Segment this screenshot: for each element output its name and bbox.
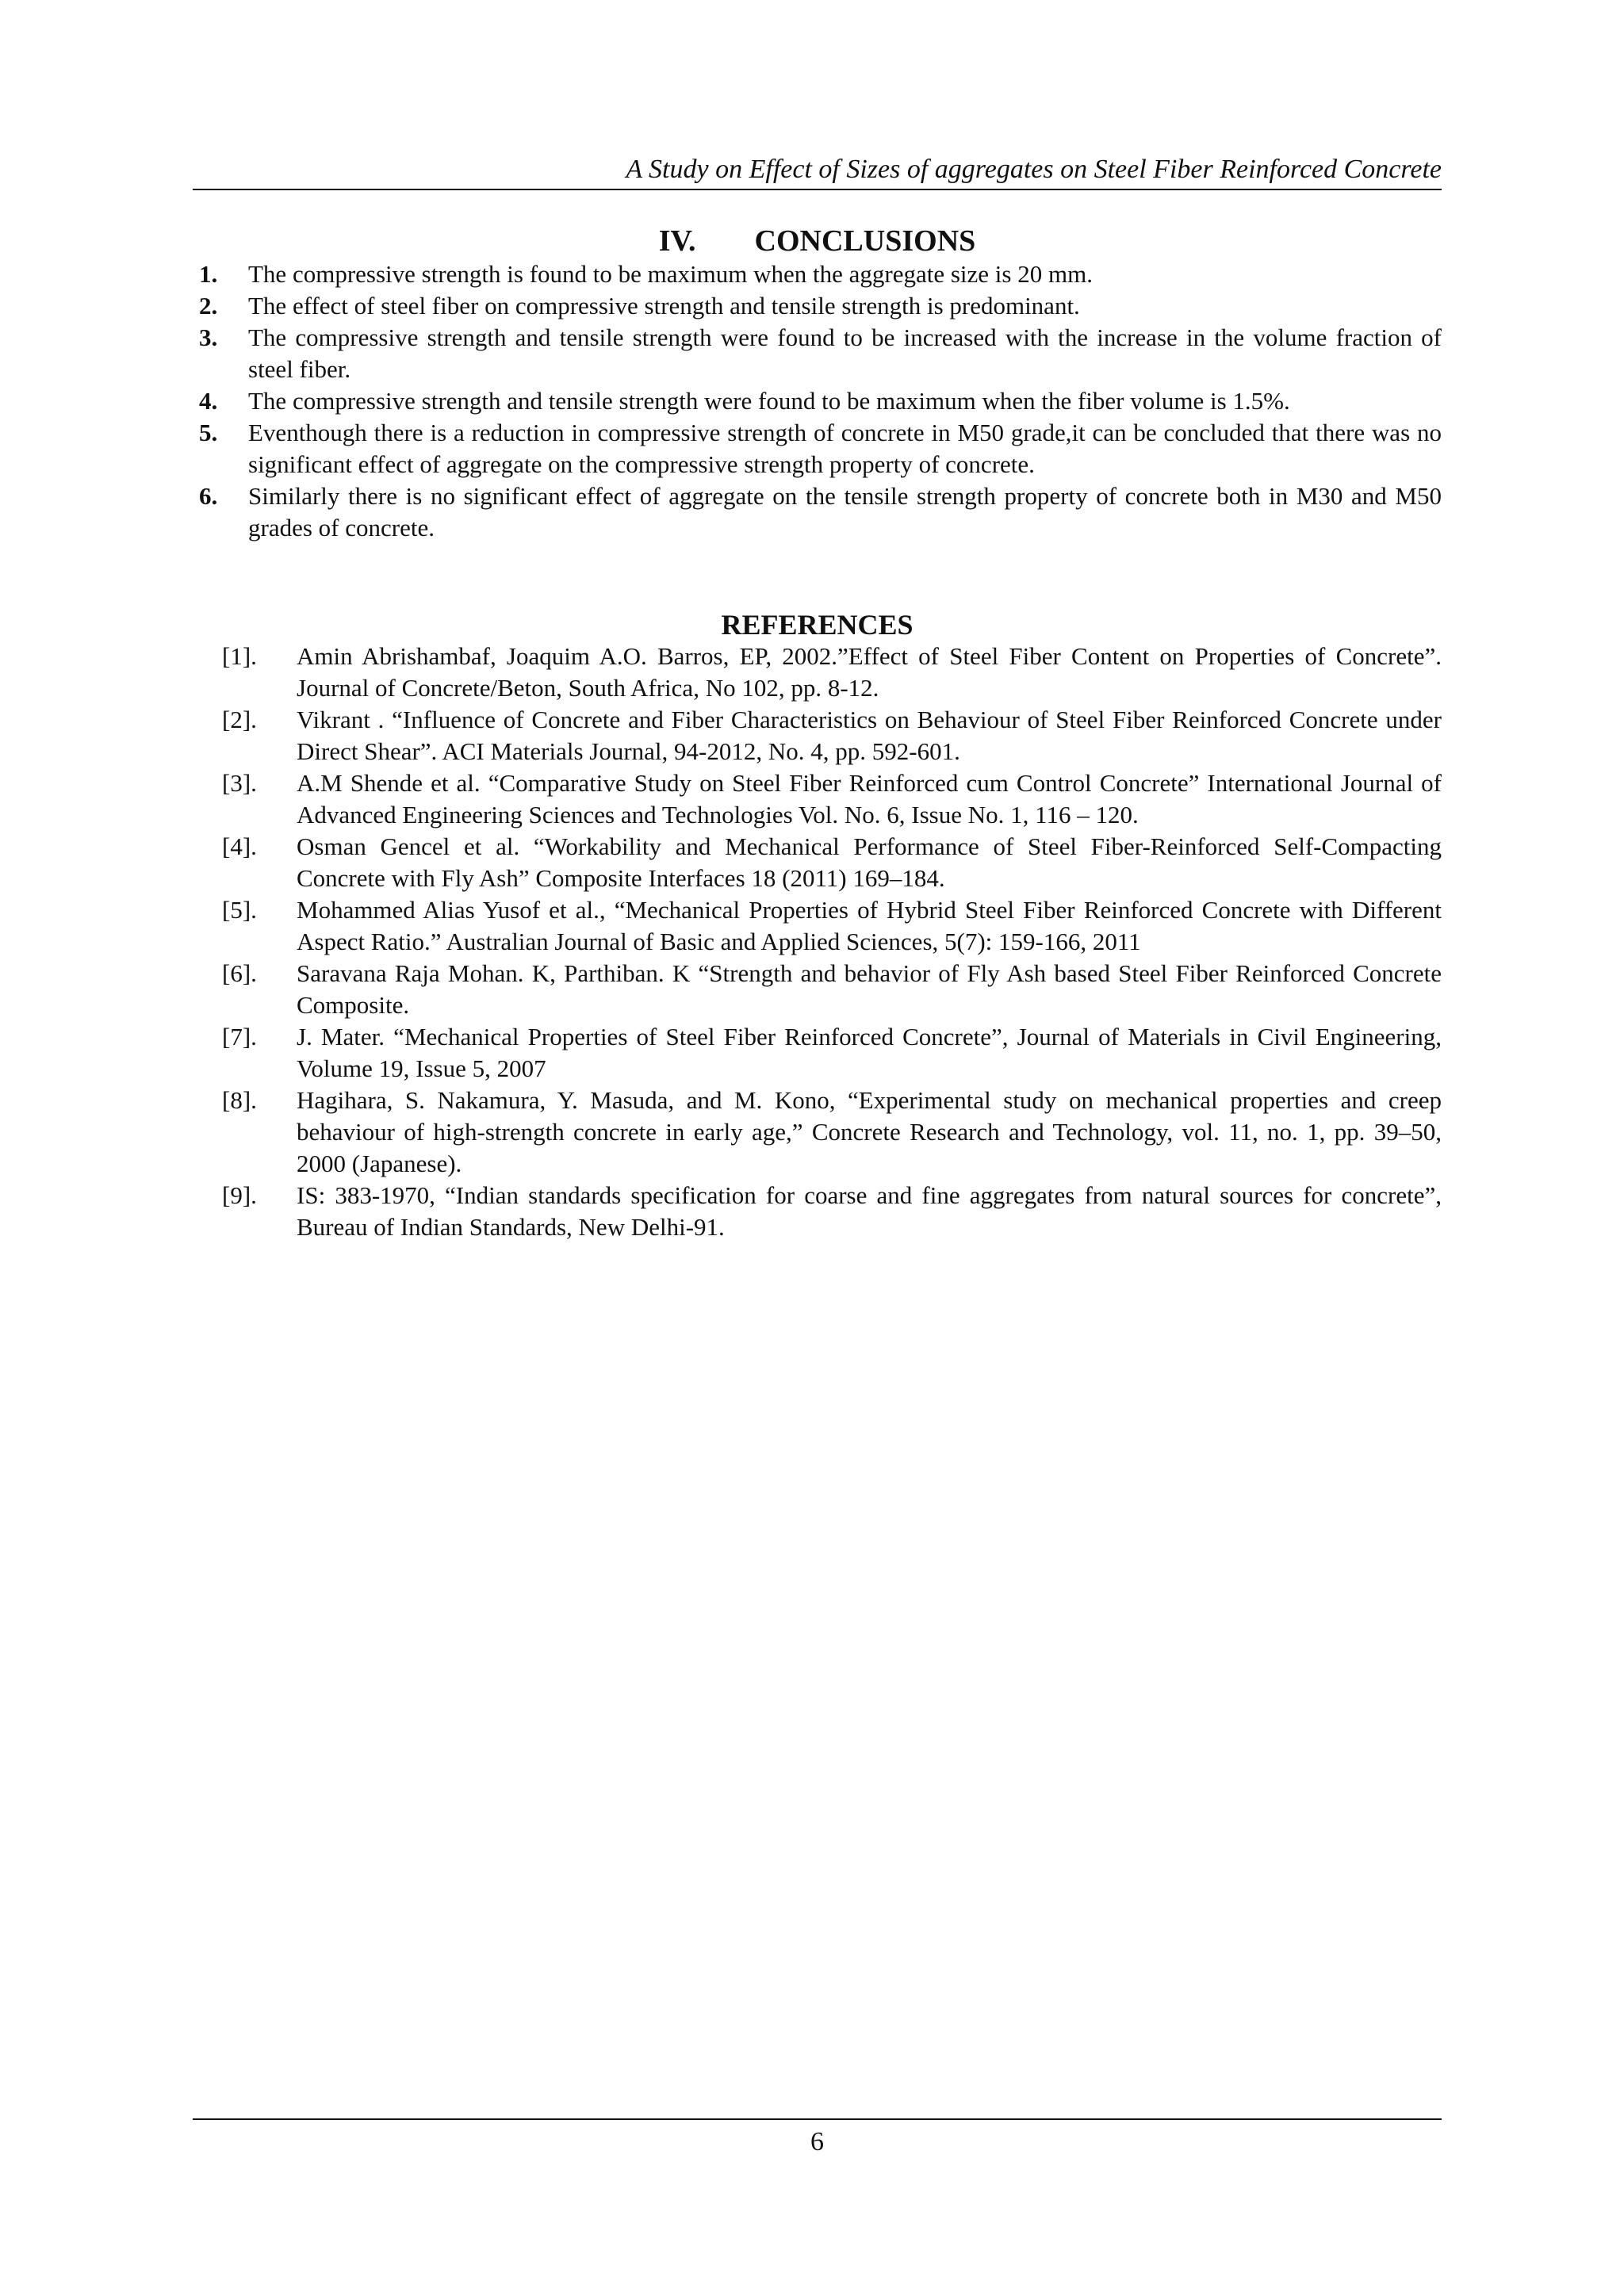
item-number: 5. [199,419,218,446]
reference-text: Vikrant . “Influence of Concrete and Fiber Characteristics on Behaviour of Steel Fiber Reinforced Concrete under Direct Shear”. ACI Materials Journal, 94-2012, No. 4, pp. 592-601. [297,706,1442,765]
header-rule [193,189,1442,190]
reference-text: A.M Shende et al. “Comparative Study on Steel Fiber Reinforced cum Control Concrete” International Journal of Advanced Engineering Sciences and Technologies Vol. No. 6, Issue No. 1, 116 – 120. [297,769,1442,828]
reference-number: [2]. [222,706,257,733]
reference-text: Amin Abrishambaf, Joaquim A.O. Barros, EP, 2002.”Effect of Steel Fiber Content on Properties of Concrete”. Journal of Concrete/Beton, South Africa, No 102, pp. 8-12. [297,642,1442,702]
item-text: Eventhough there is a reduction in compressive strength of concrete in M50 grade,it can be concluded that there was no significant effect of aggregate on the compressive strength property of concrete. [248,419,1442,478]
reference-item [193,1085,1442,1180]
reference-text: IS: 383-1970, “Indian standards specification for coarse and fine aggregates from natural sources for concrete”, Bureau of Indian Standards, New Delhi-91. [297,1181,1442,1241]
reference-item [193,767,1442,831]
reference-text: Osman Gencel et al. “Workability and Mechanical Performance of Steel Fiber-Reinforced Self-Compacting Concrete with Fly Ash” Composite Interfaces 18 (2011) 169–184. [297,832,1442,892]
conclusions-heading [193,224,1442,258]
item-number: 1. [199,260,218,288]
reference-item [193,958,1442,1021]
reference-item [193,704,1442,767]
conclusions-list [193,258,1442,544]
item-number: 3. [199,323,218,351]
item-number: 2. [199,292,218,320]
item-number: 6. [199,482,218,510]
reference-number: [6]. [222,959,257,987]
reference-text: Hagihara, S. Nakamura, Y. Masuda, and M. Kono, “Experimental study on mechanical properties and creep behaviour of high-strength concrete in early age,” Concrete Research and Technology, vol. 11, no. 1, pp. 39–50, 2000 (Japanese). [297,1086,1442,1177]
list-item [193,258,1442,290]
references-list [193,641,1442,1243]
list-item [193,385,1442,417]
reference-number: [5]. [222,896,257,924]
reference-number: [7]. [222,1023,257,1050]
section-title: CONCLUSIONS [754,224,976,258]
item-text: The compressive strength is found to be maximum when the aggregate size is 20 mm. [248,260,1093,288]
list-item [193,290,1442,322]
running-header: A Study on Effect of Sizes of aggregates on Steel Fiber Reinforced Concrete [626,155,1442,184]
reference-item [193,894,1442,958]
reference-text: Saravana Raja Mohan. K, Parthiban. K “Strength and behavior of Fly Ash based Steel Fiber Reinforced Concrete Composite. [297,959,1442,1019]
section-number: IV. [658,224,696,258]
reference-item [193,831,1442,894]
item-number: 4. [199,387,218,415]
reference-number: [4]. [222,832,257,860]
reference-text: Mohammed Alias Yusof et al., “Mechanical Properties of Hybrid Steel Fiber Reinforced Concrete with Different Aspect Ratio.” Australian Journal of Basic and Applied Sciences, 5(7): 159-166, 2011 [297,896,1442,955]
footer-rule [193,2118,1442,2120]
item-text: The compressive strength and tensile strength were found to be increased with the increase in the volume fraction of steel fiber. [248,323,1442,383]
list-item [193,322,1442,385]
reference-number: [3]. [222,769,257,797]
item-text: Similarly there is no significant effect of aggregate on the tensile strength property of concrete both in M30 and M50 grades of concrete. [248,482,1442,541]
reference-item [193,641,1442,704]
reference-number: [1]. [222,642,257,670]
list-item [193,417,1442,480]
reference-item [193,1180,1442,1243]
item-text: The effect of steel fiber on compressive strength and tensile strength is predominant. [248,292,1080,320]
reference-number: [8]. [222,1086,257,1114]
references-heading: REFERENCES [721,609,914,641]
reference-number: [9]. [222,1181,257,1209]
reference-text: J. Mater. “Mechanical Properties of Steel Fiber Reinforced Concrete”, Journal of Materials in Civil Engineering, Volume 19, Issue 5, 2007 [297,1023,1442,1082]
reference-item [193,1021,1442,1085]
page-number: 6 [810,2127,824,2156]
item-text: The compressive strength and tensile strength were found to be maximum when the fiber volume is 1.5%. [248,387,1290,415]
list-item [193,480,1442,544]
